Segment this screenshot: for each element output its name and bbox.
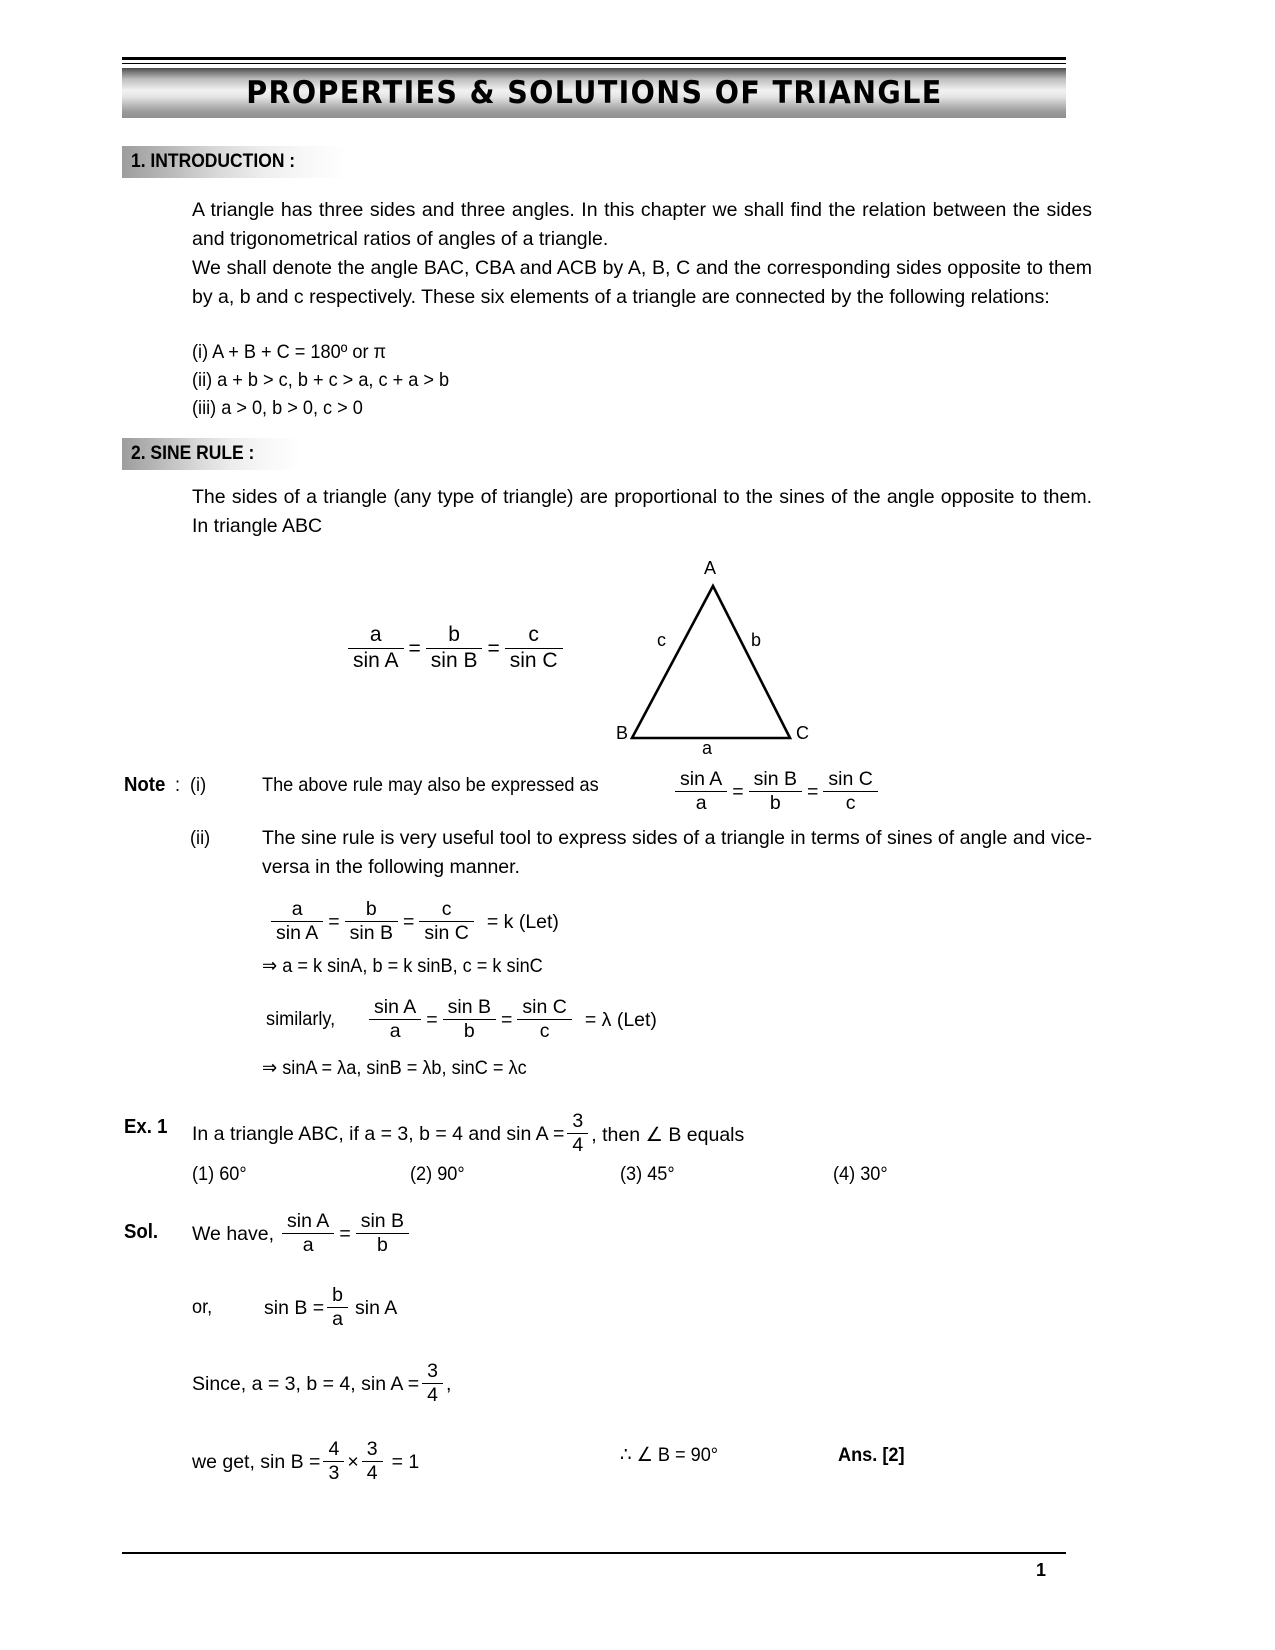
solution-line-2-fraction	[327, 1285, 348, 1330]
formula-k-fraction-b-denominator: sin B	[345, 921, 398, 944]
sine-rule-paragraph	[192, 483, 1092, 541]
note-formula-fraction-a	[675, 769, 727, 814]
example-option-1[interactable]: (1) 60°	[192, 1163, 247, 1185]
formula-lambda-fraction-a-numerator: sin A	[374, 996, 417, 1018]
sine-rule-fraction-a	[348, 624, 404, 672]
note-label: Note	[124, 774, 166, 796]
solution-line-4-fraction-2-numerator: 3	[366, 1438, 378, 1460]
solution-line-3-fraction-numerator: 3	[427, 1360, 438, 1382]
solution-line-1-text: We have,	[192, 1223, 275, 1246]
formula-lambda-fraction-a	[369, 997, 421, 1042]
solution-line-4-fraction-1-denominator: 3	[323, 1461, 344, 1484]
footer-rule	[122, 1552, 1066, 1554]
similarly-label: similarly,	[266, 1008, 336, 1030]
introduction-paragraph-1-text: A triangle has three sides and three angles. In this chapter we shall find the relation between the sides and trigonometrical ratios of angles of a triangle.	[192, 199, 1092, 250]
relation-item-3: (iii) a > 0, b > 0, c > 0	[192, 397, 363, 419]
note-item-2-marker: (ii)	[190, 827, 211, 849]
formula-k-fraction-a-denominator: sin A	[271, 921, 323, 944]
introduction-paragraph-2	[192, 254, 1092, 312]
example-option-2[interactable]: (2) 90°	[410, 1163, 465, 1185]
note-item-1-text: The above rule may also be expressed as	[262, 774, 599, 796]
solution-line-4-tail: = 1	[391, 1451, 420, 1474]
solution-conclusion: ∴ ∠ B = 90°	[620, 1444, 719, 1466]
triangle-side-a-label: a	[702, 738, 713, 758]
formula-k-equals-2: =	[403, 911, 415, 934]
formula-lambda-fraction-a-denominator: a	[369, 1019, 421, 1042]
solution-line-4-text: we get, sin B =	[192, 1451, 321, 1474]
note-formula-fraction-a-denominator: a	[675, 791, 727, 814]
sine-rule-fraction-c	[505, 624, 563, 672]
solution-line-1-fraction-b-denominator: b	[356, 1233, 409, 1256]
solution-line-2	[264, 1286, 397, 1331]
sine-rule-fraction-a-numerator: a	[369, 623, 382, 646]
formula-lambda-tail: = λ (Let)	[584, 1009, 657, 1032]
note-formula-fraction-a-numerator: sin A	[680, 768, 723, 790]
solution-line-3-fraction-denominator: 4	[422, 1383, 443, 1406]
solution-line-4-fraction-2-denominator: 4	[362, 1461, 383, 1484]
solution-label: Sol.	[124, 1221, 159, 1243]
solution-line-2-prefix: or,	[192, 1296, 213, 1318]
note-formula-equals-1: =	[732, 781, 744, 804]
example-question	[192, 1112, 744, 1157]
triangle-side-c-label: c	[657, 630, 666, 650]
solution-line-1	[192, 1212, 412, 1257]
formula-k-fraction-c-numerator: c	[441, 898, 452, 920]
chapter-title-banner	[122, 68, 1066, 118]
solution-line-1-fraction-a-numerator: sin A	[287, 1210, 330, 1232]
sine-rule-fraction-c-numerator: c	[528, 623, 539, 646]
formula-k-tail: = k (Let)	[486, 911, 559, 934]
note-formula-equals-2: =	[807, 781, 819, 804]
solution-line-2-rhs: sin A	[355, 1297, 398, 1320]
note-formula-fraction-b-numerator: sin B	[753, 768, 798, 790]
solution-line-4-fraction-1-numerator: 4	[328, 1438, 340, 1460]
formula-lambda-fraction-c-numerator: sin C	[522, 996, 567, 1018]
example-question-fraction	[567, 1111, 588, 1156]
solution-line-4-fraction-2	[362, 1439, 383, 1484]
solution-line-4	[192, 1440, 419, 1485]
solution-line-1-fraction-b	[356, 1211, 409, 1256]
note-item-2-text: The sine rule is very useful tool to express sides of a triangle in terms of sines of angle and vice-versa in the following manner.	[262, 827, 1092, 878]
section-header-introduction	[122, 146, 347, 178]
note-formula-fraction-c-numerator: sin C	[828, 768, 873, 790]
note-formula-fraction-c	[823, 769, 877, 814]
triangle-shape	[632, 586, 790, 738]
solution-line-1-fraction-a-denominator: a	[282, 1233, 334, 1256]
note-item-2-text-block	[262, 824, 1092, 882]
example-question-part1: In a triangle ABC, if a = 3, b = 4 and sin A =	[192, 1123, 565, 1146]
note-item-1-marker: (i)	[190, 774, 207, 796]
formula-lambda-fraction-c-denominator: c	[517, 1019, 571, 1042]
note-formula-fraction-b	[749, 769, 802, 814]
formula-k-fraction-c	[419, 899, 473, 944]
example-question-fraction-denominator: 4	[567, 1133, 588, 1156]
example-option-3[interactable]: (3) 45°	[620, 1163, 675, 1185]
solution-line-1-fraction-b-numerator: sin B	[360, 1210, 405, 1232]
formula-lambda-fraction-b-numerator: sin B	[447, 996, 492, 1018]
example-option-4[interactable]: (4) 30°	[833, 1163, 888, 1185]
formula-k-fraction-c-denominator: sin C	[419, 921, 473, 944]
sine-rule-fraction-b	[426, 624, 483, 672]
note-formula-fraction-b-denominator: b	[749, 791, 802, 814]
solution-line-3-tail: ,	[445, 1373, 452, 1396]
note-item-2-formula-lambda	[366, 998, 657, 1043]
sine-rule-equals-1: =	[408, 637, 421, 661]
triangle-vertex-c-label: C	[796, 723, 809, 743]
sine-rule-paragraph-text: The sides of a triangle (any type of triangle) are proportional to the sines of the angle opposite to them. In triangle ABC	[192, 486, 1092, 537]
relation-item-2: (ii) a + b > c, b + c > a, c + a > b	[192, 369, 450, 391]
implication-lambda: ⇒ sinA = λa, sinB = λb, sinC = λc	[262, 1057, 527, 1079]
solution-line-1-equals: =	[339, 1223, 351, 1246]
solution-line-1-fraction-a	[282, 1211, 334, 1256]
introduction-paragraph-2-text: We shall denote the angle BAC, CBA and ACB by A, B, C and the corresponding sides opposite to them by a, b and c respectively. These six elements of a triangle are connected by the following relations:	[192, 257, 1092, 308]
section-header-sine-rule	[122, 438, 300, 470]
header-rule-thick	[122, 57, 1066, 60]
formula-k-fraction-a	[271, 899, 323, 944]
solution-answer: Ans. [2]	[838, 1444, 905, 1466]
header-rule-thin	[122, 63, 1066, 64]
introduction-paragraph-1	[192, 196, 1092, 254]
triangle-vertex-b-label: B	[616, 723, 629, 743]
sine-rule-fraction-a-denominator: sin A	[348, 648, 404, 673]
formula-lambda-equals-1: =	[426, 1009, 438, 1032]
example-question-fraction-numerator: 3	[572, 1110, 584, 1132]
page-title: PROPERTIES & SOLUTIONS OF TRIANGLE	[245, 75, 943, 111]
solution-line-4-times: ×	[347, 1451, 359, 1474]
formula-lambda-fraction-b	[443, 997, 496, 1042]
formula-lambda-equals-2: =	[501, 1009, 513, 1032]
note-item-1-formula	[672, 770, 881, 815]
formula-k-fraction-b-numerator: b	[365, 898, 377, 920]
solution-line-3-text: Since, a = 3, b = 4, sin A =	[192, 1373, 420, 1396]
solution-line-2-lhs: sin B =	[264, 1297, 325, 1320]
triangle-vertex-a-label: A	[704, 558, 717, 578]
formula-lambda-fraction-c	[517, 997, 571, 1042]
note-colon: :	[175, 774, 181, 796]
sine-rule-formula	[345, 625, 566, 673]
formula-k-equals-1: =	[328, 911, 340, 934]
triangle-diagram	[610, 558, 830, 758]
solution-line-2-fraction-numerator: b	[332, 1284, 344, 1306]
example-label: Ex. 1	[124, 1116, 168, 1138]
sine-rule-fraction-b-denominator: sin B	[426, 648, 483, 673]
solution-line-3-fraction	[422, 1361, 443, 1406]
triangle-diagram-svg	[610, 560, 830, 740]
note-formula-fraction-c-denominator: c	[823, 791, 877, 814]
section-header-sine-rule-label: 2. SINE RULE :	[131, 443, 255, 464]
formula-lambda-fraction-b-denominator: b	[443, 1019, 496, 1042]
sine-rule-fraction-b-numerator: b	[448, 623, 460, 646]
section-header-introduction-label: 1. INTRODUCTION :	[131, 151, 296, 172]
implication-k: ⇒ a = k sinA, b = k sinB, c = k sinC	[262, 955, 543, 977]
formula-k-fraction-a-numerator: a	[291, 898, 303, 920]
page-number: 1	[1036, 1560, 1047, 1580]
example-question-part2: , then ∠ B equals	[591, 1123, 745, 1146]
solution-line-3	[192, 1362, 451, 1407]
triangle-side-b-label: b	[751, 630, 762, 650]
note-item-2-formula-k	[268, 900, 559, 945]
solution-line-4-fraction-1	[323, 1439, 344, 1484]
relation-item-1: (i) A + B + C = 180º or π	[192, 341, 387, 363]
sine-rule-fraction-c-denominator: sin C	[505, 648, 563, 673]
solution-line-2-fraction-denominator: a	[327, 1307, 348, 1330]
sine-rule-equals-2: =	[487, 637, 500, 661]
formula-k-fraction-b	[345, 899, 398, 944]
